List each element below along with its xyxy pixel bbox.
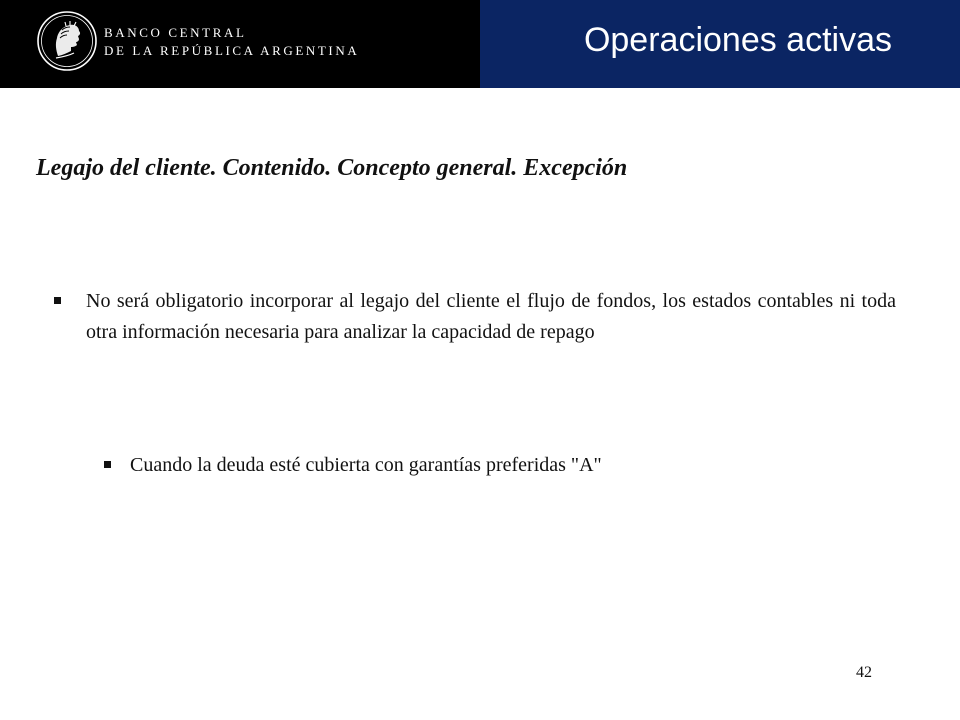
sub-bullet-text: Cuando la deuda esté cubierta con garantías preferidas "A" [130, 454, 602, 476]
header-left-panel [0, 0, 480, 88]
bullet-text: No será obligatorio incorporar al legajo del cliente el flujo de fondos, los estados contables ni toda otra información necesaria para analizar la capacidad de repago [86, 290, 896, 343]
header-bar [0, 0, 960, 88]
bank-name-line2: DE LA REPÚBLICA ARGENTINA [104, 43, 360, 58]
sub-bullet-item [104, 450, 864, 481]
republic-head-emblem-icon [36, 10, 98, 72]
header-right-panel [480, 0, 960, 88]
square-bullet-icon [54, 286, 61, 317]
page-number: 42 [856, 664, 872, 681]
square-bullet-icon [104, 450, 130, 481]
slide-subtitle: Legajo del cliente. Contenido. Concepto general. Excepción [36, 155, 628, 181]
bullet-item [54, 286, 896, 348]
bank-name-line1: BANCO CENTRAL [104, 25, 247, 40]
section-title: Operaciones activas [583, 21, 892, 59]
